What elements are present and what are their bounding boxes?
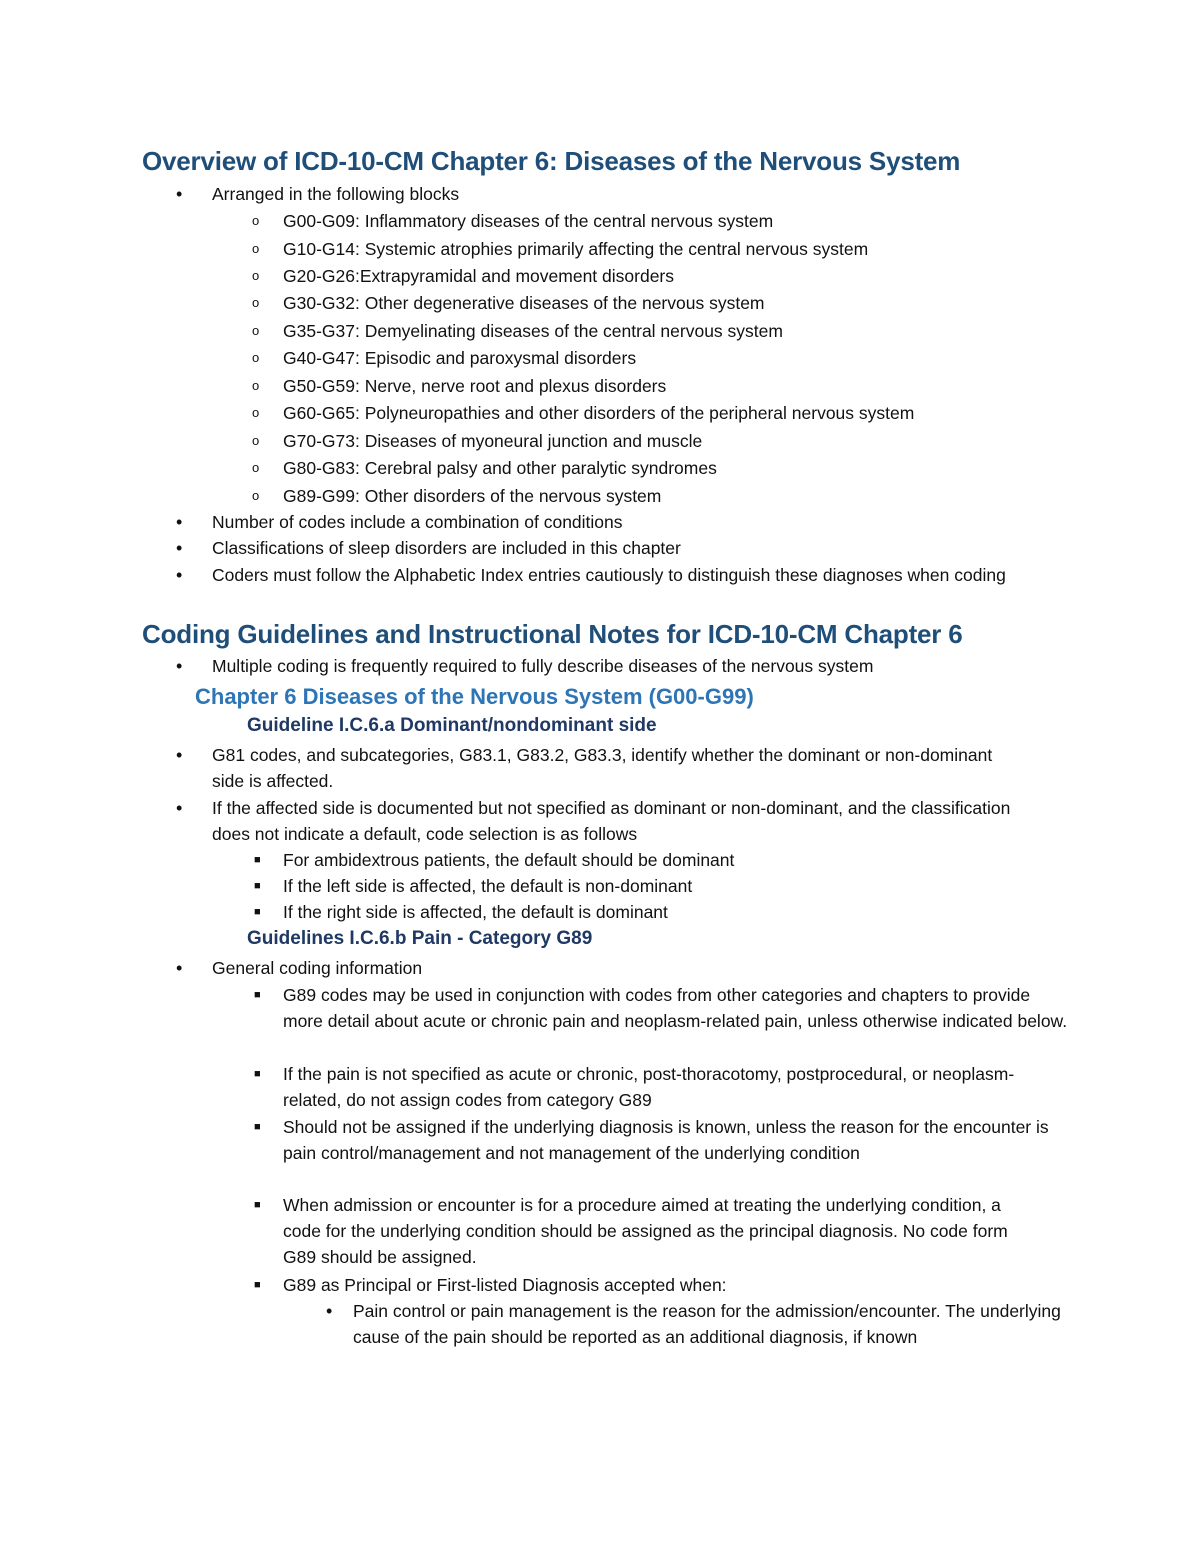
block-item: G20-G26:Extrapyramidal and movement disorders: [283, 266, 675, 286]
overview-bullet: Classifications of sleep disorders are included in this chapter: [212, 538, 681, 558]
guideline-a-sub: If the left side is affected, the default is non-dominant: [283, 876, 693, 896]
bullet-icon: •: [176, 798, 183, 818]
guideline-b-subsub: Pain control or pain management is the reason for the admission/encounter. The underlying cause of the pain should be reported as an additional diagnosis, if known: [353, 1301, 1061, 1347]
bullet-icon: •: [326, 1301, 333, 1321]
block-item: G35-G37: Demyelinating diseases of the central nervous system: [283, 321, 783, 341]
block-item: G50-G59: Nerve, nerve root and plexus disorders: [283, 376, 667, 396]
guidelines-heading: Coding Guidelines and Instructional Notes for ICD-10-CM Chapter 6: [142, 619, 963, 649]
block-item: G00-G09: Inflammatory diseases of the central nervous system: [283, 211, 774, 231]
square-bullet-icon: ■: [254, 880, 261, 892]
circle-bullet-icon: o: [252, 433, 260, 448]
circle-bullet-icon: o: [252, 213, 260, 228]
chapter-heading: Chapter 6 Diseases of the Nervous System (G00-G99): [195, 684, 754, 709]
guidelines-bullet: Multiple coding is frequently required to fully describe diseases of the nervous system: [212, 656, 874, 676]
guideline-a-bullet: If the affected side is documented but not specified as dominant or non-dominant, and the classification does not indicate a default, code selection is as follows: [212, 798, 1011, 844]
guideline-b-sub: G89 codes may be used in conjunction with codes from other categories and chapters to provide more detail about acute or chronic pain and neoplasm-related pain, unless otherwise indicated below.: [283, 985, 1068, 1031]
bullet-icon: •: [176, 512, 183, 532]
guideline-a-bullet: G81 codes, and subcategories, G83.1, G83.2, G83.3, identify whether the dominant or non-dominant side is affected.: [212, 745, 993, 791]
overview-heading: Overview of ICD-10-CM Chapter 6: Diseases of the Nervous System: [142, 146, 961, 176]
bullet-icon: •: [176, 656, 183, 676]
circle-bullet-icon: o: [252, 350, 260, 365]
circle-bullet-icon: o: [252, 488, 260, 503]
block-item: G89-G99: Other disorders of the nervous system: [283, 486, 662, 506]
circle-bullet-icon: o: [252, 268, 260, 283]
circle-bullet-icon: o: [252, 241, 260, 256]
block-item: G60-G65: Polyneuropathies and other disorders of the peripheral nervous system: [283, 403, 915, 423]
square-bullet-icon: ■: [254, 906, 261, 918]
circle-bullet-icon: o: [252, 295, 260, 310]
guideline-b-sub: If the pain is not specified as acute or chronic, post-thoracotomy, postprocedural, or neoplasm-related, do not assign codes from category G89: [283, 1064, 1015, 1110]
bullet-icon: •: [176, 565, 183, 585]
bullet-icon: •: [176, 958, 183, 978]
bullet-icon: •: [176, 538, 183, 558]
square-bullet-icon: ■: [254, 854, 261, 866]
blocks-intro: Arranged in the following blocks: [212, 184, 460, 204]
circle-bullet-icon: o: [252, 460, 260, 475]
guideline-a-sub: If the right side is affected, the default is dominant: [283, 902, 668, 922]
square-bullet-icon: ■: [254, 989, 261, 1001]
square-bullet-icon: ■: [254, 1279, 261, 1291]
guideline-b-heading: Guidelines I.C.6.b Pain - Category G89: [247, 928, 593, 949]
block-item: G40-G47: Episodic and paroxysmal disorders: [283, 348, 637, 368]
square-bullet-icon: ■: [254, 1121, 261, 1133]
bullet-icon: •: [176, 184, 183, 204]
guideline-a-sub: For ambidextrous patients, the default should be dominant: [283, 850, 735, 870]
guideline-b-sub: Should not be assigned if the underlying diagnosis is known, unless the reason for the encounter is pain control/management and not management of the underlying condition: [283, 1117, 1049, 1163]
circle-bullet-icon: o: [252, 378, 260, 393]
overview-bullet: Coders must follow the Alphabetic Index entries cautiously to distinguish these diagnoses when coding: [212, 565, 1006, 585]
block-item: G30-G32: Other degenerative diseases of the nervous system: [283, 293, 765, 313]
square-bullet-icon: ■: [254, 1199, 261, 1211]
bullet-icon: •: [176, 745, 183, 765]
overview-bullet: Number of codes include a combination of conditions: [212, 512, 623, 532]
block-item: G80-G83: Cerebral palsy and other paralytic syndromes: [283, 458, 717, 478]
guideline-b-sub: G89 as Principal or First-listed Diagnosis accepted when:: [283, 1275, 727, 1295]
circle-bullet-icon: o: [252, 405, 260, 420]
block-item: G10-G14: Systemic atrophies primarily affecting the central nervous system: [283, 239, 869, 259]
guideline-a-heading: Guideline I.C.6.a Dominant/nondominant side: [247, 715, 657, 736]
square-bullet-icon: ■: [254, 1068, 261, 1080]
block-item: G70-G73: Diseases of myoneural junction and muscle: [283, 431, 703, 451]
guideline-b-sub: When admission or encounter is for a procedure aimed at treating the underlying condition, a code for the underlying condition should be assigned as the principal diagnosis. No code form G89 should be assigned.: [283, 1195, 1008, 1267]
guideline-b-bullet: General coding information: [212, 958, 423, 978]
circle-bullet-icon: o: [252, 323, 260, 338]
